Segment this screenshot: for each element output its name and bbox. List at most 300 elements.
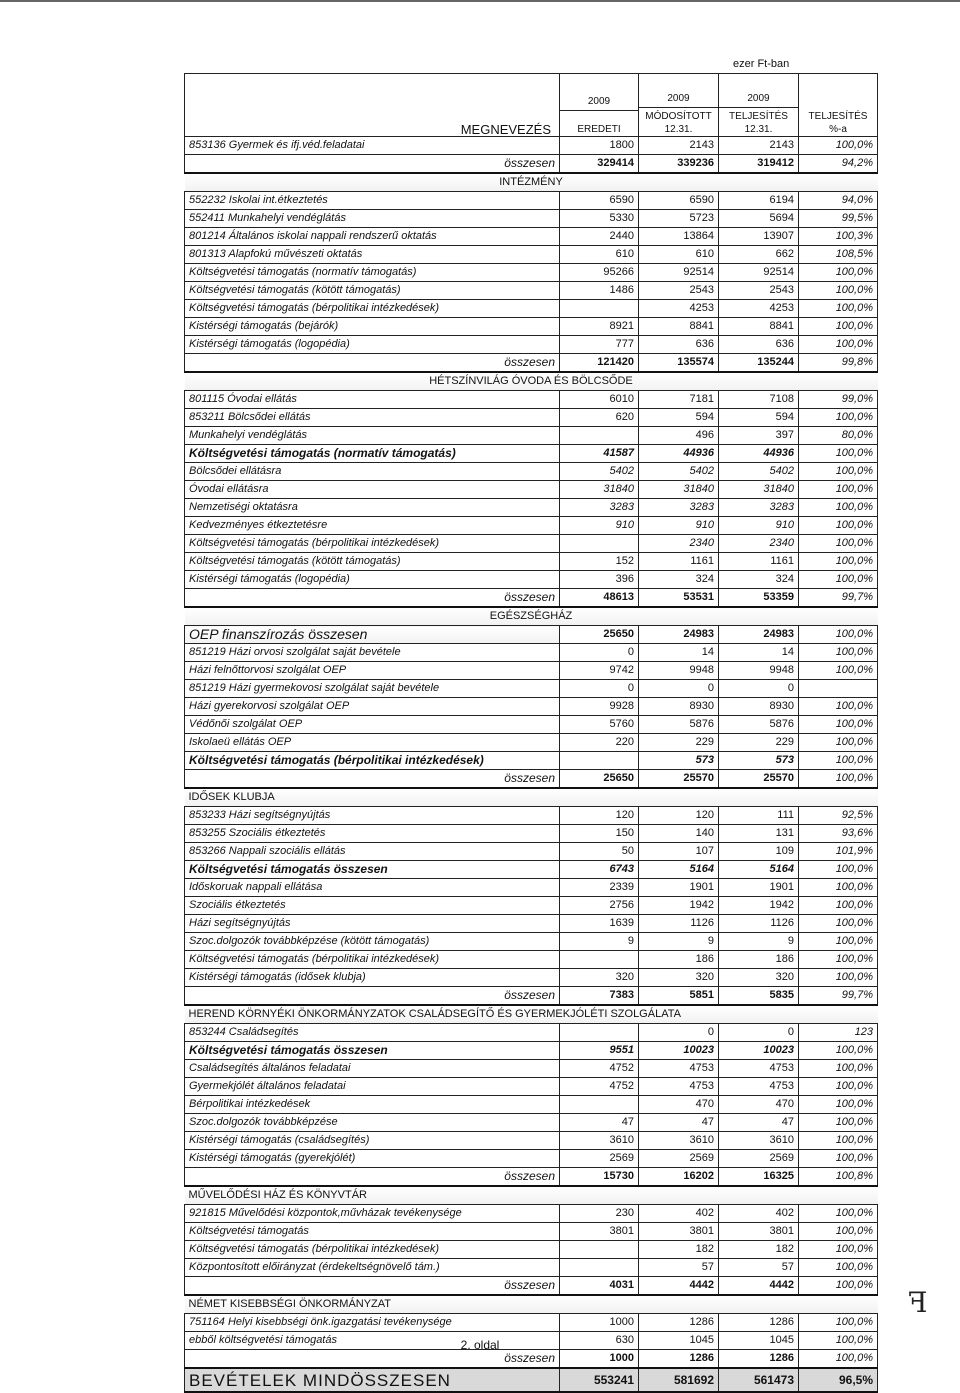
cell-col-eredeti: 230 <box>560 1205 639 1223</box>
cell-col-modositott: 5164 <box>639 861 719 879</box>
total-row <box>185 155 878 174</box>
row-label: Szociális étkeztetés <box>185 897 560 915</box>
cell-col-eredeti: 41587 <box>560 445 639 463</box>
cell-col-teljesites: 25570 <box>719 770 799 789</box>
cell-col-teljesites: 53359 <box>719 589 799 608</box>
grand-total-row <box>185 1368 878 1392</box>
cell-col-teljesites: 2143 <box>719 137 799 155</box>
cell-col-modositott: 1161 <box>639 553 719 571</box>
cell-col-teljesites: 4253 <box>719 300 799 318</box>
row-label: Kistérségi támogatás (családsegítés) <box>185 1132 560 1150</box>
cell-col-modositott: 910 <box>639 517 719 535</box>
row-label: Költségvetési támogatás (bérpolitikai intézkedések) <box>185 535 560 553</box>
cell-col-teljesites: 109 <box>719 843 799 861</box>
total-row <box>185 1168 878 1187</box>
cell-teljesites-pct: 100,3% <box>799 228 878 246</box>
header-col-teljesites-pct: TELJESÍTÉS %-a <box>799 74 878 137</box>
row-label: Kistérségi támogatás (idősek klubja) <box>185 969 560 987</box>
row-label: Költségvetési támogatás (bérpolitikai intézkedések) <box>185 300 560 318</box>
cell-col-teljesites: 319412 <box>719 155 799 174</box>
cell-col-teljesites: 1161 <box>719 553 799 571</box>
cell-teljesites-pct: 100,0% <box>799 644 878 662</box>
cell-col-eredeti: 152 <box>560 553 639 571</box>
cell-col-teljesites: 1286 <box>719 1314 799 1332</box>
cell-col-modositott: 24983 <box>639 626 719 644</box>
cell-col-modositott: 4753 <box>639 1078 719 1096</box>
cell-col-modositott: 53531 <box>639 589 719 608</box>
cell-col-modositott: 186 <box>639 951 719 969</box>
row-label: Költségvetési támogatás összesen <box>185 1042 560 1060</box>
table-row <box>185 1132 878 1150</box>
cell-teljesites-pct: 100,0% <box>799 264 878 282</box>
cell-col-eredeti: 329414 <box>560 155 639 174</box>
cell-col-eredeti: 396 <box>560 571 639 589</box>
table-row <box>185 734 878 752</box>
cell-col-teljesites: 5164 <box>719 861 799 879</box>
row-label: Nemzetiségi oktatásra <box>185 499 560 517</box>
cell-teljesites-pct: 100,0% <box>799 300 878 318</box>
cell-col-modositott: 581692 <box>639 1368 719 1392</box>
table-row <box>185 698 878 716</box>
section-row <box>185 1186 878 1205</box>
cell-col-teljesites: 2543 <box>719 282 799 300</box>
cell-col-teljesites: 3801 <box>719 1223 799 1241</box>
section-row <box>185 607 878 626</box>
cell-col-eredeti: 150 <box>560 825 639 843</box>
section-title: INTÉZMÉNY <box>185 173 878 192</box>
header-col-eredeti: 2009 EREDETI <box>560 74 639 137</box>
cell-teljesites-pct: 100,0% <box>799 409 878 427</box>
cell-col-eredeti <box>560 1024 639 1042</box>
cell-col-modositott: 2543 <box>639 282 719 300</box>
cell-col-teljesites: 24983 <box>719 626 799 644</box>
cell-col-modositott: 1045 <box>639 1332 719 1350</box>
row-label: Kistérségi támogatás (bejárók) <box>185 318 560 336</box>
row-label: Iskolaeü ellátás OEP <box>185 734 560 752</box>
cell-col-teljesites: 16325 <box>719 1168 799 1187</box>
row-label: Költségvetési támogatás (bérpolitikai intézkedések) <box>185 1241 560 1259</box>
cell-col-eredeti: 7383 <box>560 987 639 1006</box>
cell-col-eredeti: 50 <box>560 843 639 861</box>
table-row <box>185 1314 878 1332</box>
cell-col-modositott: 107 <box>639 843 719 861</box>
cell-teljesites-pct: 100,0% <box>799 1042 878 1060</box>
total-row <box>185 589 878 608</box>
row-label: Védőnői szolgálat OEP <box>185 716 560 734</box>
cell-teljesites-pct: 100,0% <box>799 1150 878 1168</box>
cell-col-teljesites: 470 <box>719 1096 799 1114</box>
cell-col-teljesites: 9 <box>719 933 799 951</box>
cell-teljesites-pct: 100,0% <box>799 752 878 770</box>
cell-teljesites-pct: 80,0% <box>799 427 878 445</box>
cell-col-teljesites: 324 <box>719 571 799 589</box>
cell-col-modositott: 1286 <box>639 1350 719 1369</box>
table-row <box>185 1259 878 1277</box>
cell-col-teljesites: 1286 <box>719 1350 799 1369</box>
cell-col-teljesites: 31840 <box>719 481 799 499</box>
cell-col-teljesites: 229 <box>719 734 799 752</box>
table-row <box>185 1205 878 1223</box>
row-label: összesen <box>185 987 560 1006</box>
cell-col-modositott: 2143 <box>639 137 719 155</box>
table-row <box>185 807 878 825</box>
header-col-modositott: 2009 MÓDOSÍTOTT 12.31. <box>639 74 719 137</box>
table-row <box>185 318 878 336</box>
cell-col-eredeti: 553241 <box>560 1368 639 1392</box>
row-label: Költségvetési támogatás (normatív támogatás) <box>185 264 560 282</box>
cell-col-eredeti: 220 <box>560 734 639 752</box>
cell-col-eredeti <box>560 1241 639 1259</box>
cell-col-teljesites: 9948 <box>719 662 799 680</box>
cell-col-eredeti: 630 <box>560 1332 639 1350</box>
cell-col-teljesites: 662 <box>719 246 799 264</box>
cell-col-modositott: 8930 <box>639 698 719 716</box>
cell-col-modositott: 5402 <box>639 463 719 481</box>
cell-col-eredeti: 910 <box>560 517 639 535</box>
cell-col-eredeti: 4752 <box>560 1078 639 1096</box>
cell-col-eredeti: 5402 <box>560 463 639 481</box>
cell-teljesites-pct: 100,0% <box>799 553 878 571</box>
cell-teljesites-pct: 108,5% <box>799 246 878 264</box>
cell-teljesites-pct: 94,2% <box>799 155 878 174</box>
table-row <box>185 1096 878 1114</box>
cell-col-eredeti: 9 <box>560 933 639 951</box>
cell-col-modositott: 14 <box>639 644 719 662</box>
table-row <box>185 553 878 571</box>
row-label: Kistérségi támogatás (logopédia) <box>185 571 560 589</box>
cell-col-eredeti: 6743 <box>560 861 639 879</box>
table-header-row <box>185 74 878 137</box>
cell-col-eredeti <box>560 1259 639 1277</box>
cell-col-modositott: 470 <box>639 1096 719 1114</box>
cell-col-teljesites: 636 <box>719 336 799 354</box>
cell-col-eredeti: 9551 <box>560 1042 639 1060</box>
table-row <box>185 409 878 427</box>
cell-col-modositott: 13864 <box>639 228 719 246</box>
cell-col-eredeti: 2339 <box>560 879 639 897</box>
cell-col-modositott: 496 <box>639 427 719 445</box>
cell-col-teljesites: 573 <box>719 752 799 770</box>
section-row <box>185 1295 878 1314</box>
table-row <box>185 1223 878 1241</box>
cell-col-eredeti: 2440 <box>560 228 639 246</box>
cell-teljesites-pct: 100,0% <box>799 463 878 481</box>
cell-teljesites-pct: 100,0% <box>799 626 878 644</box>
row-label: Költségvetési támogatás (kötött támogatás) <box>185 553 560 571</box>
cell-col-eredeti: 0 <box>560 680 639 698</box>
row-label: Költségvetési támogatás (kötött támogatás) <box>185 282 560 300</box>
cell-teljesites-pct: 100,0% <box>799 318 878 336</box>
cell-col-modositott: 3801 <box>639 1223 719 1241</box>
cell-col-eredeti: 25650 <box>560 626 639 644</box>
table-row <box>185 264 878 282</box>
cell-col-modositott: 573 <box>639 752 719 770</box>
row-label: 851219 Házi gyermekovosi szolgálat saját bevétele <box>185 680 560 698</box>
table-row <box>185 752 878 770</box>
cell-col-teljesites: 910 <box>719 517 799 535</box>
table-row <box>185 843 878 861</box>
total-row <box>185 1350 878 1369</box>
cell-teljesites-pct: 99,7% <box>799 987 878 1006</box>
cell-teljesites-pct: 100,0% <box>799 770 878 789</box>
section-row <box>185 626 878 644</box>
section-title: EGÉSZSÉGHÁZ <box>185 607 878 626</box>
cell-col-modositott: 25570 <box>639 770 719 789</box>
cell-col-modositott: 44936 <box>639 445 719 463</box>
cell-teljesites-pct: 100,0% <box>799 1277 878 1296</box>
cell-col-modositott: 339236 <box>639 155 719 174</box>
cell-teljesites-pct: 94,0% <box>799 192 878 210</box>
cell-teljesites-pct: 100,0% <box>799 662 878 680</box>
cell-col-eredeti: 95266 <box>560 264 639 282</box>
row-label: Időskoruak nappali ellátása <box>185 879 560 897</box>
cell-teljesites-pct: 100,0% <box>799 445 878 463</box>
cell-col-modositott: 1286 <box>639 1314 719 1332</box>
table-row <box>185 861 878 879</box>
cell-col-eredeti: 620 <box>560 409 639 427</box>
cell-col-eredeti: 2756 <box>560 897 639 915</box>
cell-col-eredeti: 3801 <box>560 1223 639 1241</box>
cell-col-teljesites: 1126 <box>719 915 799 933</box>
cell-col-modositott: 2569 <box>639 1150 719 1168</box>
cell-col-modositott: 636 <box>639 336 719 354</box>
row-label: Házi segítségnyújtás <box>185 915 560 933</box>
cell-col-eredeti <box>560 951 639 969</box>
table-row <box>185 427 878 445</box>
cell-teljesites-pct: 100,0% <box>799 1314 878 1332</box>
row-label: Munkahelyi vendéglátás <box>185 427 560 445</box>
cell-col-modositott: 5876 <box>639 716 719 734</box>
table-row <box>185 825 878 843</box>
row-label: 921815 Művelődési központok,művházak tevékenysége <box>185 1205 560 1223</box>
cell-col-eredeti: 4752 <box>560 1060 639 1078</box>
cell-col-teljesites: 402 <box>719 1205 799 1223</box>
header-col-teljesites: 2009 TELJESÍTÉS 12.31. <box>719 74 799 137</box>
cell-teljesites-pct: 96,5% <box>799 1368 878 1392</box>
row-label: 853136 Gyermek és ifj.véd.feladatai <box>185 137 560 155</box>
cell-col-eredeti: 4031 <box>560 1277 639 1296</box>
table-row <box>185 1150 878 1168</box>
cell-teljesites-pct: 100,0% <box>799 517 878 535</box>
cell-teljesites-pct: 92,5% <box>799 807 878 825</box>
table-row <box>185 336 878 354</box>
cell-col-eredeti: 25650 <box>560 770 639 789</box>
cell-col-eredeti: 9742 <box>560 662 639 680</box>
cell-col-eredeti: 3610 <box>560 1132 639 1150</box>
cell-col-modositott: 1942 <box>639 897 719 915</box>
cell-col-teljesites: 8841 <box>719 318 799 336</box>
cell-col-modositott: 9948 <box>639 662 719 680</box>
total-row <box>185 770 878 789</box>
table-row <box>185 969 878 987</box>
cell-col-teljesites: 1942 <box>719 897 799 915</box>
table-row <box>185 879 878 897</box>
cell-teljesites-pct: 100,0% <box>799 1060 878 1078</box>
cell-col-modositott: 229 <box>639 734 719 752</box>
table-row <box>185 1114 878 1132</box>
cell-col-modositott: 7181 <box>639 391 719 409</box>
cell-teljesites-pct: 100,0% <box>799 336 878 354</box>
cell-col-modositott: 3610 <box>639 1132 719 1150</box>
cell-col-teljesites: 57 <box>719 1259 799 1277</box>
cell-col-teljesites: 14 <box>719 644 799 662</box>
section-title: HÉTSZÍNVILÁG ÓVODA ÉS BÖLCSŐDE <box>185 372 878 391</box>
cell-col-modositott: 5851 <box>639 987 719 1006</box>
table-row <box>185 391 878 409</box>
cell-col-modositott: 16202 <box>639 1168 719 1187</box>
cell-col-modositott: 10023 <box>639 1042 719 1060</box>
table-row <box>185 716 878 734</box>
cell-col-teljesites: 111 <box>719 807 799 825</box>
total-row <box>185 354 878 373</box>
cell-teljesites-pct: 100,0% <box>799 698 878 716</box>
cell-teljesites-pct: 100,0% <box>799 861 878 879</box>
cell-col-teljesites: 8930 <box>719 698 799 716</box>
cell-col-modositott: 57 <box>639 1259 719 1277</box>
cell-col-modositott: 31840 <box>639 481 719 499</box>
cell-col-modositott: 1126 <box>639 915 719 933</box>
table-row <box>185 1060 878 1078</box>
cell-col-modositott: 1901 <box>639 879 719 897</box>
row-label: összesen <box>185 354 560 373</box>
table-row <box>185 499 878 517</box>
table-row <box>185 463 878 481</box>
section-row <box>185 173 878 192</box>
cell-col-teljesites: 92514 <box>719 264 799 282</box>
row-label: 552411 Munkahelyi vendéglátás <box>185 210 560 228</box>
table-row <box>185 680 878 698</box>
cell-col-modositott: 140 <box>639 825 719 843</box>
cell-col-teljesites: 1901 <box>719 879 799 897</box>
cell-teljesites-pct: 100,0% <box>799 897 878 915</box>
budget-table <box>184 73 878 1393</box>
cell-col-teljesites: 5402 <box>719 463 799 481</box>
cell-teljesites-pct: 100,0% <box>799 481 878 499</box>
cell-teljesites-pct: 100,0% <box>799 879 878 897</box>
row-label: Kistérségi támogatás (gyerekjólét) <box>185 1150 560 1168</box>
cell-col-eredeti <box>560 1096 639 1114</box>
cell-col-teljesites: 320 <box>719 969 799 987</box>
cell-col-teljesites: 5694 <box>719 210 799 228</box>
table-row <box>185 933 878 951</box>
cell-col-modositott: 2340 <box>639 535 719 553</box>
row-label: összesen <box>185 1350 560 1369</box>
cell-col-teljesites: 5876 <box>719 716 799 734</box>
cell-teljesites-pct: 100,0% <box>799 734 878 752</box>
cell-col-teljesites: 186 <box>719 951 799 969</box>
table-row <box>185 951 878 969</box>
row-label: összesen <box>185 770 560 789</box>
cell-col-eredeti: 15730 <box>560 1168 639 1187</box>
cell-col-eredeti: 3283 <box>560 499 639 517</box>
cell-teljesites-pct <box>799 680 878 698</box>
cell-col-modositott: 92514 <box>639 264 719 282</box>
cell-teljesites-pct: 93,6% <box>799 825 878 843</box>
cell-col-eredeti <box>560 300 639 318</box>
cell-teljesites-pct: 100,0% <box>799 1096 878 1114</box>
row-label: Kedvezményes étkeztetésre <box>185 517 560 535</box>
cell-teljesites-pct: 100,0% <box>799 282 878 300</box>
cell-col-modositott: 0 <box>639 680 719 698</box>
row-label: 552232 Iskolai int.étkeztetés <box>185 192 560 210</box>
row-label: 853233 Házi segítségnyújtás <box>185 807 560 825</box>
table-row <box>185 1042 878 1060</box>
cell-teljesites-pct: 100,0% <box>799 137 878 155</box>
cell-col-teljesites: 2340 <box>719 535 799 553</box>
cell-col-eredeti: 6590 <box>560 192 639 210</box>
cell-col-eredeti: 777 <box>560 336 639 354</box>
handwritten-mark: ꟻ <box>908 1286 928 1319</box>
cell-teljesites-pct: 99,5% <box>799 210 878 228</box>
cell-col-teljesites: 4753 <box>719 1060 799 1078</box>
cell-col-teljesites: 131 <box>719 825 799 843</box>
cell-col-modositott: 402 <box>639 1205 719 1223</box>
cell-col-modositott: 4253 <box>639 300 719 318</box>
cell-col-teljesites: 1045 <box>719 1332 799 1350</box>
table-row <box>185 517 878 535</box>
row-label: 853211 Bölcsődei ellátás <box>185 409 560 427</box>
row-label: összesen <box>185 589 560 608</box>
table-row <box>185 1024 878 1042</box>
row-label: Gyermekjólét általános feladatai <box>185 1078 560 1096</box>
table-row <box>185 1241 878 1259</box>
section-title: MŰVELŐDÉSI HÁZ ÉS KÖNYVTÁR <box>185 1186 878 1205</box>
cell-col-eredeti: 1800 <box>560 137 639 155</box>
cell-col-teljesites: 4753 <box>719 1078 799 1096</box>
cell-teljesites-pct: 100,0% <box>799 1114 878 1132</box>
cell-col-eredeti: 610 <box>560 246 639 264</box>
cell-col-modositott: 0 <box>639 1024 719 1042</box>
cell-col-modositott: 6590 <box>639 192 719 210</box>
total-row <box>185 1277 878 1296</box>
cell-col-eredeti: 1000 <box>560 1350 639 1369</box>
row-label: BEVÉTELEK MINDÖSSZESEN <box>185 1368 560 1392</box>
cell-teljesites-pct: 100,0% <box>799 571 878 589</box>
table-row <box>185 282 878 300</box>
row-label: 853244 Családsegítés <box>185 1024 560 1042</box>
cell-teljesites-pct: 100,0% <box>799 1223 878 1241</box>
table-row <box>185 1078 878 1096</box>
table-row <box>185 246 878 264</box>
cell-col-modositott: 3283 <box>639 499 719 517</box>
cell-col-modositott: 120 <box>639 807 719 825</box>
cell-col-eredeti <box>560 752 639 770</box>
cell-col-modositott: 4753 <box>639 1060 719 1078</box>
table-row <box>185 535 878 553</box>
cell-col-eredeti: 0 <box>560 644 639 662</box>
cell-col-eredeti: 1639 <box>560 915 639 933</box>
cell-col-eredeti: 1000 <box>560 1314 639 1332</box>
cell-teljesites-pct: 101,9% <box>799 843 878 861</box>
table-row <box>185 662 878 680</box>
cell-col-teljesites: 13907 <box>719 228 799 246</box>
cell-teljesites-pct: 99,0% <box>799 391 878 409</box>
row-label: 801214 Általános iskolai nappali rendszerű oktatás <box>185 228 560 246</box>
table-row <box>185 137 878 155</box>
cell-teljesites-pct: 100,0% <box>799 716 878 734</box>
table-row <box>185 300 878 318</box>
section-title: NÉMET KISEBBSÉGI ÖNKORMÁNYZAT <box>185 1295 878 1314</box>
cell-col-teljesites: 4442 <box>719 1277 799 1296</box>
cell-teljesites-pct: 100,0% <box>799 1259 878 1277</box>
cell-col-teljesites: 44936 <box>719 445 799 463</box>
cell-col-modositott: 47 <box>639 1114 719 1132</box>
cell-col-teljesites: 0 <box>719 1024 799 1042</box>
row-label: 851219 Házi orvosi szolgálat saját bevétele <box>185 644 560 662</box>
cell-teljesites-pct: 100,0% <box>799 951 878 969</box>
row-label: összesen <box>185 155 560 174</box>
cell-col-teljesites: 10023 <box>719 1042 799 1060</box>
